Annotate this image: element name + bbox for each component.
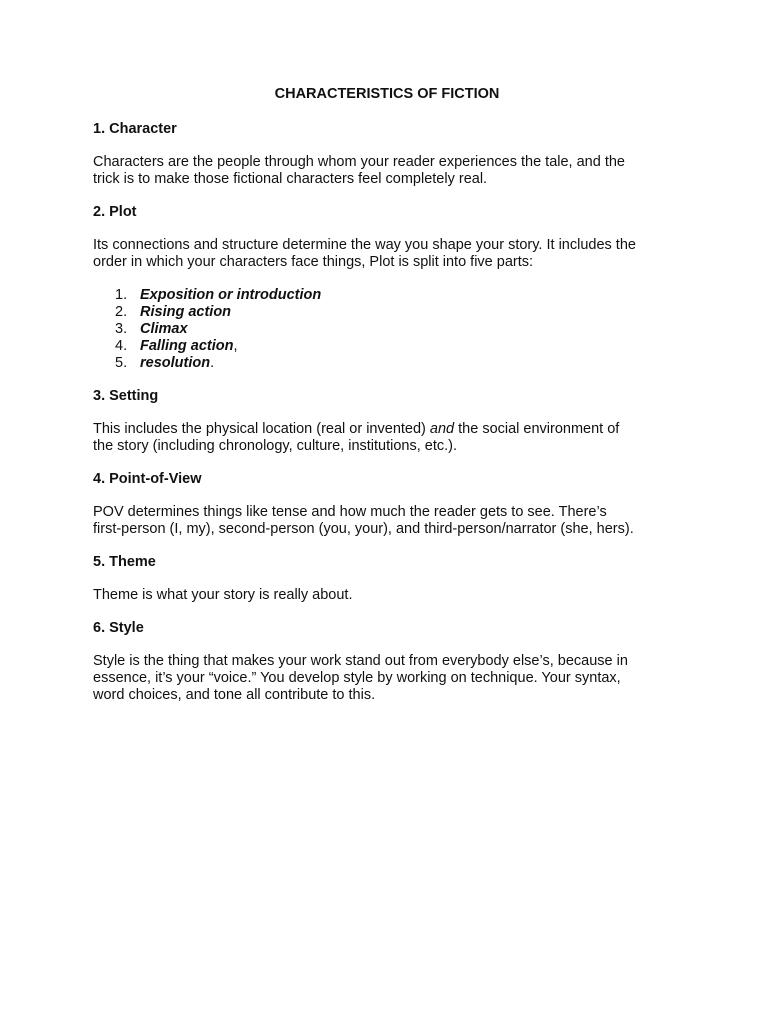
list-number: 1. [115,287,128,303]
paragraph-style [93,653,693,704]
paragraph-line: the story (including chronology, culture, institutions, etc.). [93,438,458,454]
italic-text-run: and [429,421,455,437]
list-term: Rising action [140,304,232,320]
list-term: resolution [140,355,211,371]
paragraph-line: essence, it’s your “voice.” You develop style by working on technique. Your syntax, [93,670,621,686]
list-number: 3. [115,321,128,337]
list-term: Climax [140,321,188,337]
list-number: 5. [115,355,128,371]
paragraph-line: order in which your characters face things, Plot is split into five parts: [93,254,534,270]
section-heading-plot: 2. Plot [93,204,137,220]
plot-parts-list [93,287,693,372]
section-heading-theme: 5. Theme [93,554,156,570]
document-content [93,86,693,720]
paragraph-setting [93,421,693,455]
section-heading-point-of-view: 4. Point-of-View [93,471,202,487]
list-suffix: , [233,338,238,354]
section-heading-style: 6. Style [93,620,144,636]
paragraph-plot [93,237,693,271]
paragraph-theme [93,587,693,604]
paragraph-line: Theme is what your story is really about. [93,587,353,603]
list-term: Exposition or introduction [140,287,322,303]
paragraph-line: first-person (I, my), second-person (you, your), and third-person/narrator (she, hers). [93,521,634,537]
section-heading-character: 1. Character [93,121,177,137]
list-number: 4. [115,338,128,354]
paragraph-line [93,421,693,438]
text-run: the social environment of [454,421,620,437]
list-term: Falling action [140,338,234,354]
list-item [115,304,693,321]
section-heading-setting: 3. Setting [93,388,159,404]
list-suffix: . [210,355,215,371]
paragraph-line: Characters are the people through whom your reader experiences the tale, and the [93,154,625,170]
paragraph-line: Its connections and structure determine the way you shape your story. It includes the [93,237,636,253]
paragraph-point-of-view [93,504,693,538]
paragraph-character [93,154,693,188]
list-item [115,355,693,372]
paragraph-line: trick is to make those fictional characters feel completely real. [93,171,488,187]
document-title: CHARACTERISTICS OF FICTION [274,86,500,102]
list-item [115,338,693,355]
paragraph-line: POV determines things like tense and how much the reader gets to see. There’s [93,504,607,520]
text-run: This includes the physical location (real or invented) [93,421,430,437]
list-item [115,287,693,304]
list-number: 2. [115,304,128,320]
list-item [115,321,693,338]
paragraph-line: Style is the thing that makes your work stand out from everybody else’s, because in [93,653,628,669]
paragraph-line: word choices, and tone all contribute to this. [93,687,376,703]
